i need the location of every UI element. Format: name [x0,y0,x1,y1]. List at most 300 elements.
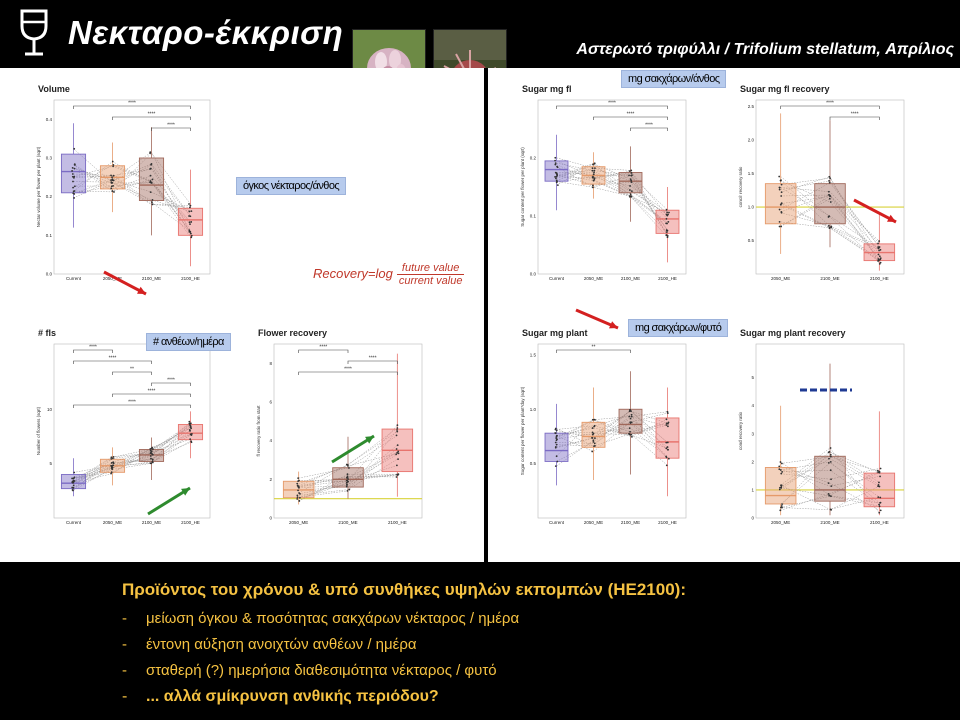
data-point [828,225,830,227]
y-tick-label: 0.2 [529,155,536,161]
data-point [555,442,557,444]
y-tick-label: 0 [269,515,272,521]
data-point [629,421,631,423]
data-point [152,203,154,205]
chart-title: Volume [38,84,70,94]
data-point [878,512,880,514]
y-tick-label: 4 [751,403,754,409]
data-point [591,451,593,453]
data-point [113,180,115,182]
data-point [665,447,667,449]
data-point [592,164,594,166]
data-point [667,236,669,238]
data-point [666,234,668,236]
significance-label: **** [167,122,175,129]
data-point [780,473,782,475]
data-point [594,162,596,164]
significance-label: **** [128,399,136,406]
data-point [828,180,830,182]
data-point [592,177,594,179]
y-tick-label: 3 [751,431,754,437]
sugar-plant-tag: mg σακχάρων/φυτό [628,319,728,337]
significance-label: **** [645,122,653,129]
data-point [556,174,558,176]
data-point [879,259,881,261]
data-point [191,235,193,237]
significance-label: **** [826,100,834,107]
data-point [630,178,632,180]
y-tick-label: 1.5 [747,171,754,177]
data-point [73,472,75,474]
x-tick-label: 2050_ME [771,520,791,525]
data-point [298,500,300,502]
data-point [828,194,830,196]
slide-title: Νεκταρο-έκκριση [68,14,344,51]
bullet-prefix: ... [146,688,164,705]
data-point [666,218,668,220]
data-point [879,246,881,248]
data-point [780,484,782,486]
significance-label: **** [167,377,175,384]
data-point [630,170,632,172]
data-point [830,478,832,480]
data-point [152,199,154,201]
bullet-bold-text: αλλά σμίκρυνση ανθικής περιόδου? [163,688,439,705]
data-point [878,504,880,506]
data-point [594,177,596,179]
sugar-fl-tag: mg σακχάρων/άνθος [621,70,726,88]
data-point [72,173,74,175]
data-point [113,175,115,177]
data-point [779,489,781,491]
recovery-formula [313,262,464,287]
data-point [666,211,668,213]
significance-label: **** [319,344,328,351]
data-point [828,462,830,464]
data-point [347,473,349,475]
data-point [829,227,831,229]
data-point [150,455,152,457]
box-2100_ME [815,184,846,224]
data-point [830,495,832,497]
data-point [73,481,75,483]
data-point [828,494,830,496]
data-point [556,461,558,463]
data-point [780,195,782,197]
chart-title: Sugar mg fl recovery [740,84,830,94]
significance-label: **** [147,111,156,118]
data-point [880,509,882,511]
bullet-text: σταθερή (?) ημερήσια διαθεσιμότητα νέκταρος / φυτό [146,662,497,679]
y-tick-label: 2 [751,459,754,465]
data-point [299,493,301,495]
data-point [346,482,348,484]
data-point [149,181,151,183]
y-tick-label: 8 [269,360,272,366]
data-point [668,212,670,214]
bullet-item: - έντονη αύξηση ανοιχτών ανθέων / ημέρα [122,636,417,653]
data-point [830,456,832,458]
data-point [555,447,557,449]
formula-lhs: Recovery=log [313,265,393,281]
chart-fls [36,328,210,525]
data-point [666,229,668,231]
data-point [877,243,879,245]
x-tick-label: 2100_HE [387,520,407,525]
bullet-text: έντονη αύξηση ανοιχτών ανθέων / ημέρα [146,636,417,653]
data-point [830,461,832,463]
data-point [189,207,191,209]
data-point [112,165,114,167]
data-point [151,453,153,455]
data-point [877,470,879,472]
data-point [151,201,153,203]
data-point [113,191,115,193]
data-point [190,426,192,428]
box-2100_ME [815,456,846,501]
data-point [150,164,152,166]
data-point [347,490,349,492]
data-point [593,441,595,443]
data-point [828,176,830,178]
data-point [629,431,631,433]
data-point [74,163,76,165]
data-point [190,221,192,223]
data-point [398,473,400,475]
data-point [396,431,398,433]
box-2050_ME [765,184,796,224]
data-point [150,175,152,177]
data-point [781,463,783,465]
slide-subtitle: Αστερωτό τριφύλλι / Trifolium stellatum, Απρίλιος [576,41,954,58]
data-point [112,465,114,467]
data-point [554,164,556,166]
data-point [555,429,557,431]
significance-label: **** [608,100,616,107]
y-axis-label: Sugar content per flower per plant (sqrt) [520,147,525,227]
data-point [667,442,669,444]
data-point [110,179,112,181]
data-point [297,489,299,491]
x-tick-label: 2100_ME [820,520,840,525]
y-axis-label: Number of flowers (sqrt) [36,406,41,456]
data-point [780,226,782,228]
x-tick-label: 2100_HE [181,520,200,525]
data-point [781,471,783,473]
data-point [668,421,670,423]
x-tick-label: Current [548,520,565,525]
data-point [190,210,192,212]
data-point [348,489,350,491]
data-point [152,178,154,180]
data-point [880,502,882,504]
data-point [190,233,192,235]
data-point [593,433,595,435]
x-tick-label: 2100_ME [620,520,641,525]
data-point [297,485,299,487]
data-point [189,438,191,440]
data-point [781,507,783,509]
data-point [555,437,557,439]
data-point [556,455,558,457]
data-point [71,170,73,172]
data-point [188,211,190,213]
data-point [152,448,154,450]
y-tick-label: 0.4 [45,116,52,122]
data-point [396,464,398,466]
x-tick-label: 2050_ME [289,520,309,525]
data-point [631,181,633,183]
data-point [111,471,113,473]
data-point [629,170,631,172]
data-point [591,437,593,439]
data-point [631,172,633,174]
data-point [594,443,596,445]
data-point [72,487,74,489]
chart-volume [36,84,210,281]
data-point [594,425,596,427]
data-point [780,179,782,181]
x-tick-label: Current [65,276,82,281]
data-point [628,174,630,176]
data-point [111,176,113,178]
data-point [880,262,882,264]
data-point [152,461,154,463]
data-point [877,248,879,250]
data-point [593,445,595,447]
data-point [150,462,152,464]
bottom-heading: Προϊόντος του χρόνου & υπό συνθήκες υψηλών εκπομπών (ΗΕ2100): [122,580,686,599]
data-point [830,469,832,471]
significance-label: ** [591,344,596,351]
data-point [149,448,151,450]
y-tick-label: 0.0 [529,271,536,277]
data-point [73,148,75,150]
data-point [631,414,633,416]
data-point [396,448,398,450]
y-tick-label: 0.5 [529,461,536,467]
data-point [592,427,594,429]
data-point [877,496,879,498]
data-point [189,223,191,225]
y-tick-label: 2 [269,476,272,482]
data-point [779,189,781,191]
x-tick-label: 2050_ME [102,520,123,525]
data-point [555,162,557,164]
data-point [828,191,830,193]
data-point [296,498,298,500]
data-point [666,223,668,225]
data-point [188,203,190,205]
data-point [556,444,558,446]
data-point [780,461,782,463]
data-point [630,434,632,436]
data-point [188,229,190,231]
data-point [779,226,781,228]
data-point [593,419,595,421]
data-point [629,185,631,187]
data-point [111,190,113,192]
significance-label: **** [344,366,352,373]
data-point [667,449,669,451]
data-point [666,214,668,216]
x-tick-label: 2100_HE [181,276,200,281]
chart-title: Sugar mg fl [522,84,572,94]
data-point [72,181,74,183]
plot-area [538,100,686,274]
data-point [629,427,631,429]
data-point [396,476,398,478]
data-point [830,509,832,511]
significance-label: **** [147,388,156,395]
data-point [880,468,882,470]
data-point [779,509,781,511]
y-tick-label: 0.5 [747,238,754,244]
data-point [189,231,191,233]
data-point [149,151,151,153]
data-point [555,465,557,467]
x-tick-label: 2100_ME [620,276,641,281]
data-point [781,503,783,505]
data-point [554,176,556,178]
trend-arrow [104,272,146,294]
data-point [667,425,669,427]
data-point [829,195,831,197]
x-tick-label: 2050_ME [102,276,123,281]
y-tick-label: 0.0 [45,271,52,277]
data-point [74,185,76,187]
data-point [190,422,192,424]
data-point [829,198,831,200]
box-2100_HE [864,473,895,507]
data-point [298,480,300,482]
data-point [828,458,830,460]
x-tick-label: 2100_ME [820,276,840,281]
y-axis-label: cond recovery ratio [738,411,743,451]
data-point [779,487,781,489]
formula-numerator: future value [397,262,465,275]
significance-label: ** [130,366,134,373]
data-point [779,187,781,189]
data-point [830,201,832,203]
data-point [878,250,880,252]
data-point [72,176,74,178]
data-point [631,190,633,192]
data-point [72,167,74,169]
y-tick-label: 0.3 [45,155,52,161]
data-point [111,467,113,469]
data-point [631,416,633,418]
data-point [829,451,831,453]
data-point [666,231,668,233]
x-tick-label: Current [65,520,82,525]
data-point [629,409,631,411]
y-tick-label: 0.1 [529,213,536,219]
data-point [828,482,830,484]
data-point [877,258,879,260]
chart-sugar_plant_recovery [738,328,904,525]
chart-sugar_plant [520,328,686,525]
data-point [830,454,832,456]
chart-title: Sugar mg plant [522,328,588,338]
data-point [346,486,348,488]
data-point [396,427,398,429]
data-point [150,191,152,193]
data-point [110,188,112,190]
data-point [879,497,881,499]
data-point [879,505,881,507]
x-tick-label: 2100_HE [658,276,677,281]
data-point [190,236,192,238]
wine-glass-icon [16,8,52,63]
data-point [878,254,880,256]
data-point [594,437,596,439]
chart-title: Flower recovery [258,328,328,338]
data-point [666,464,668,466]
data-point [555,432,557,434]
chart-panels [36,84,904,525]
data-point [667,412,669,414]
y-tick-label: 1.0 [747,204,754,210]
y-tick-label: 0.1 [45,232,52,238]
x-tick-label: Current [548,276,565,281]
significance-label: **** [368,355,377,362]
data-point [111,462,113,464]
chart-sugar_fl [520,84,686,281]
data-point [555,178,557,180]
data-point [778,465,780,467]
data-point [830,226,832,228]
data-point [556,166,558,168]
charts-svg [0,68,960,562]
data-point [877,260,879,262]
data-point [630,418,632,420]
y-tick-label: 6 [269,399,272,405]
data-point [556,435,558,437]
data-point [666,209,668,211]
data-point [71,478,73,480]
data-point [779,209,781,211]
data-point [593,170,595,172]
fls-tag: # ανθέων/ημέρα [146,333,231,351]
data-point [830,447,832,449]
data-point [879,471,881,473]
data-point [666,418,668,420]
data-point [111,182,113,184]
chart-title: # fls [38,328,57,338]
data-point [396,434,398,436]
data-point [150,168,152,170]
significance-label: **** [89,344,97,351]
data-point [781,184,783,186]
data-point [110,458,112,460]
chart-title: Sugar mg plant recovery [740,328,846,338]
data-point [878,240,880,242]
data-point [189,215,191,217]
data-point [630,193,632,195]
data-point [297,496,299,498]
y-tick-label: 0.2 [45,194,52,200]
data-point [396,424,398,426]
x-tick-label: 2100_ME [338,520,358,525]
data-point [666,424,668,426]
data-point [592,167,594,169]
data-point [668,458,670,460]
data-point [296,483,298,485]
chart-sugar_fl_recovery [738,84,904,281]
data-point [628,433,630,435]
data-point [150,458,152,460]
